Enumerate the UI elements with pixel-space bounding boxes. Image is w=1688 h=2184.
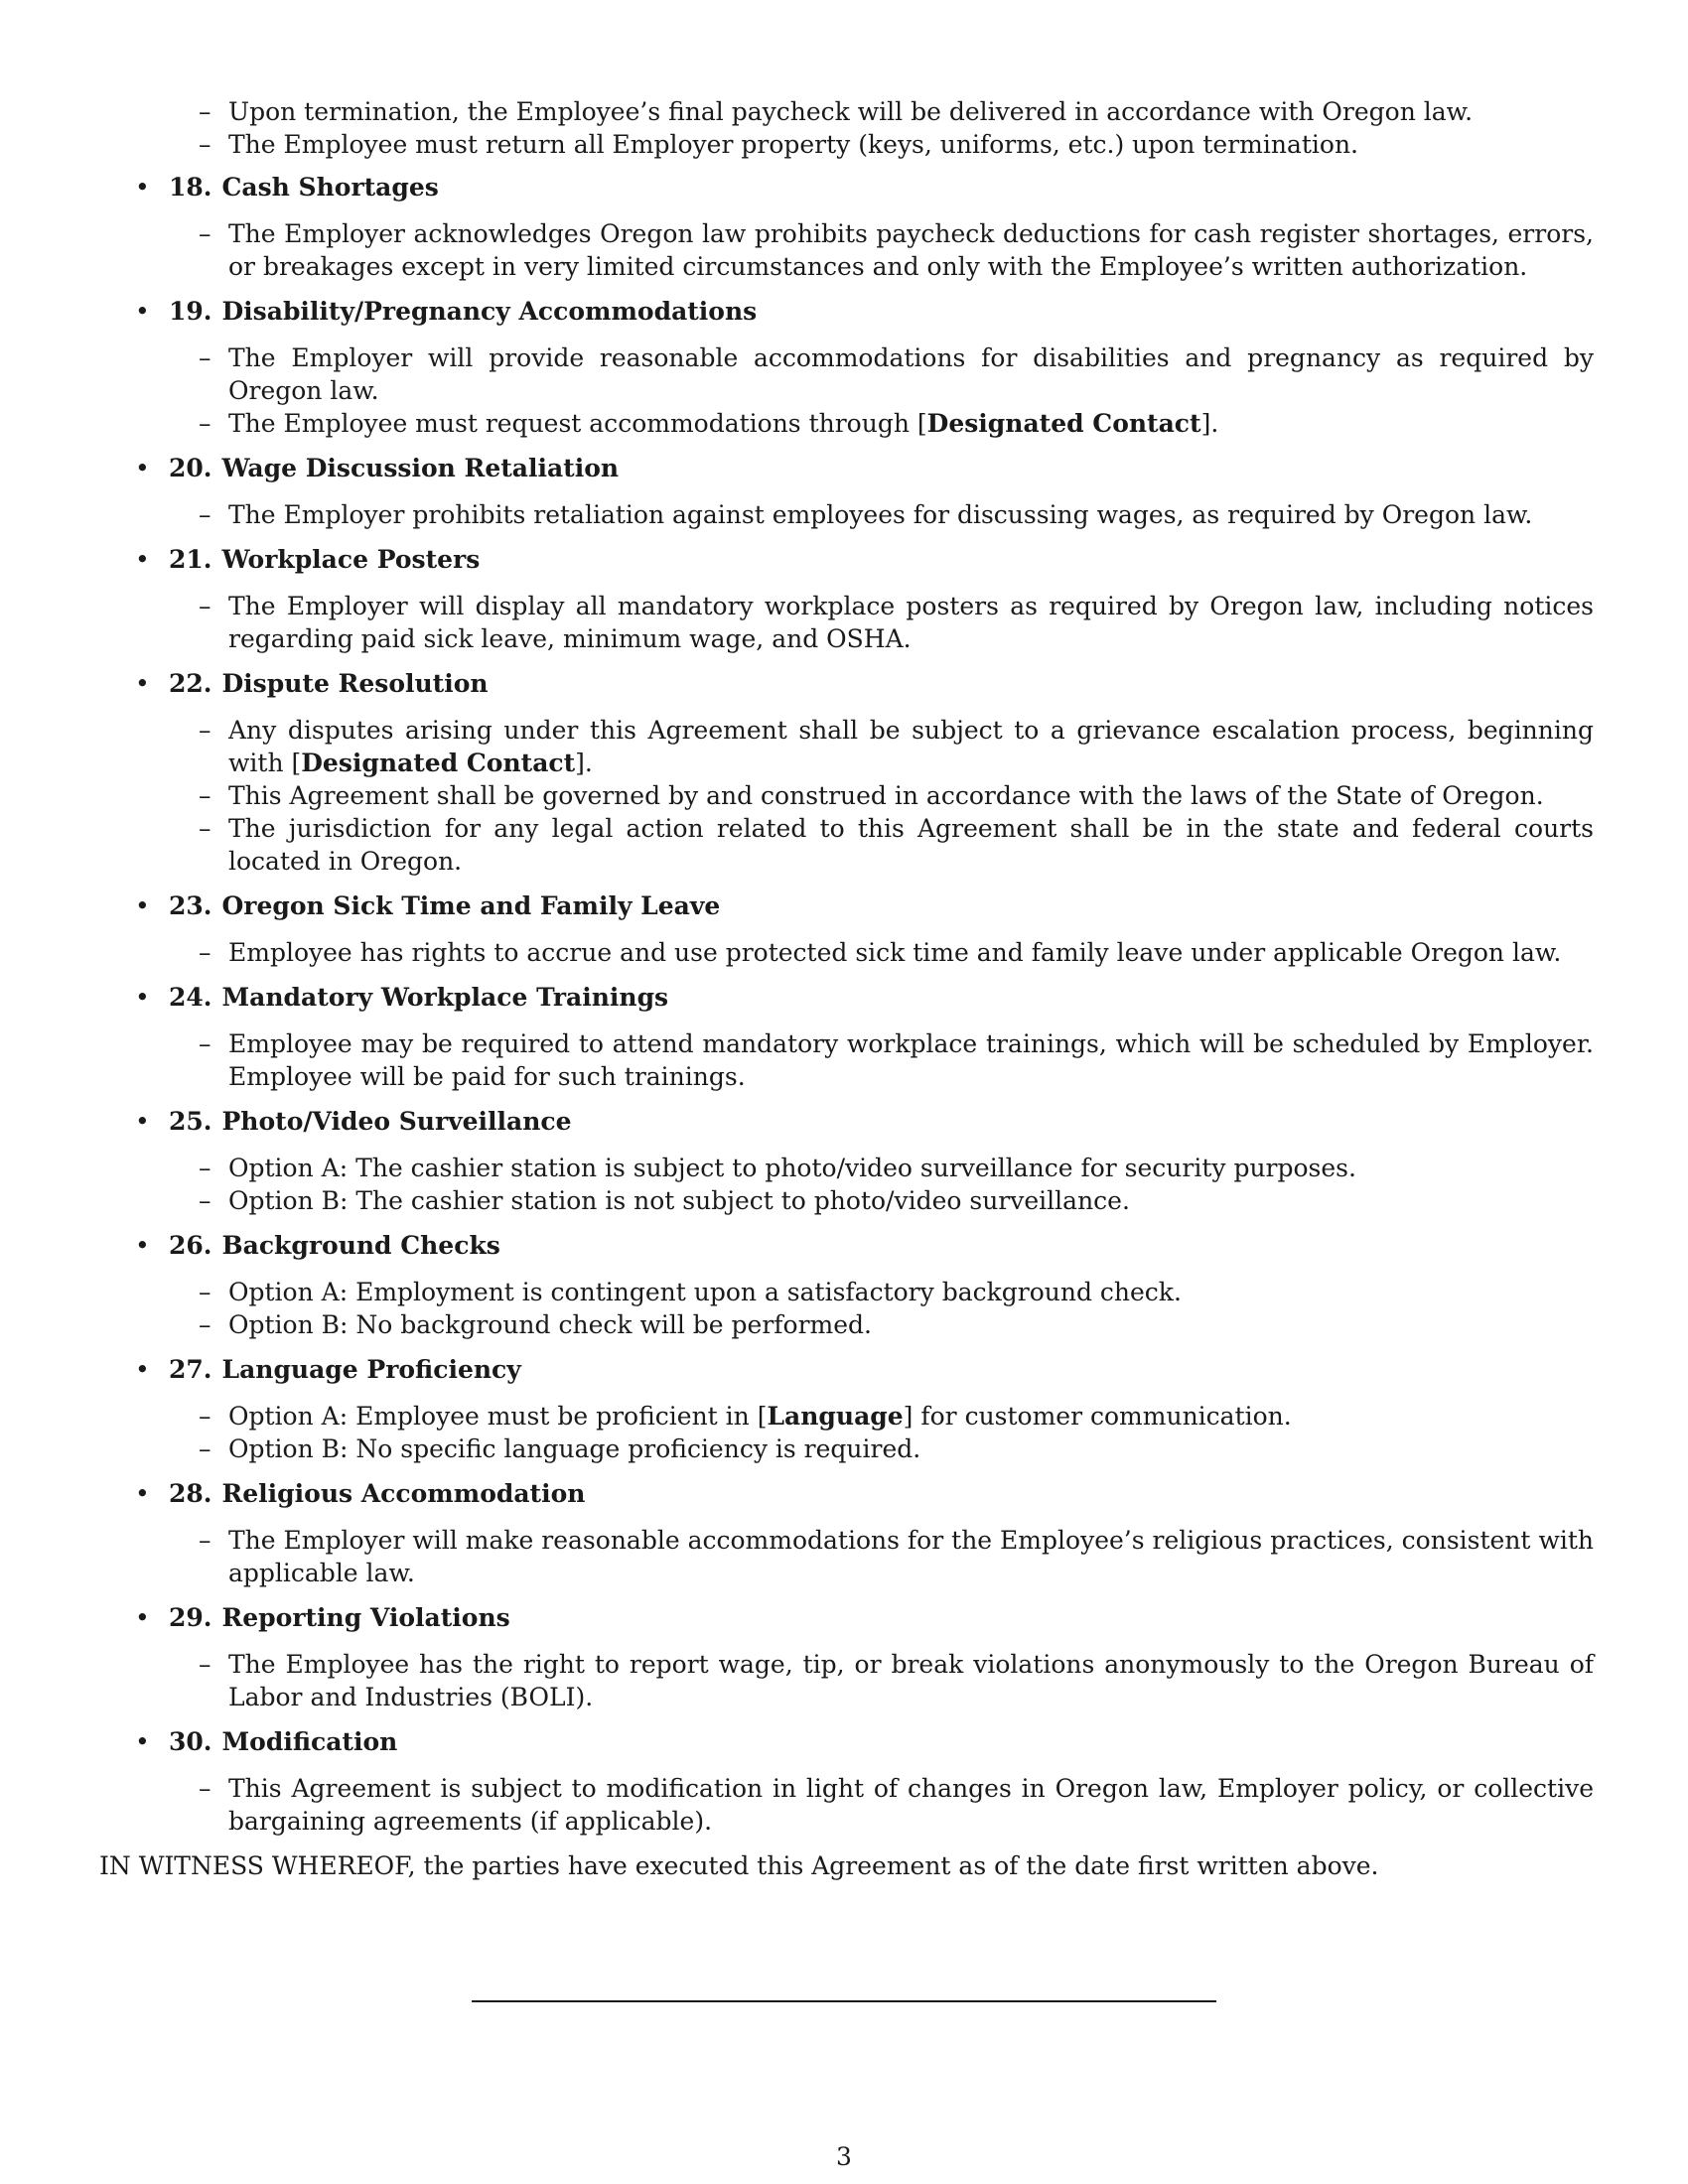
list-item <box>99 1152 1594 1184</box>
section-heading <box>99 1477 1594 1510</box>
dash-bullet: – <box>199 130 211 159</box>
page-number: 3 <box>836 2142 852 2171</box>
section-heading <box>99 667 1594 700</box>
list-item <box>99 217 1594 283</box>
list-item <box>99 1524 1594 1589</box>
list-item <box>99 128 1594 161</box>
section-title: Disability/Pregnancy Accommodations <box>221 297 758 326</box>
section-title: Reporting Violations <box>221 1603 510 1632</box>
bullet: • <box>135 297 150 326</box>
section-heading <box>99 295 1594 328</box>
dash-bullet: – <box>199 1186 211 1215</box>
dash-bullet: – <box>199 343 211 372</box>
list-item-text: Option B: No specific language proficiency is required. <box>228 1434 921 1463</box>
dash-bullet: – <box>199 1029 211 1058</box>
section-wage-discussion <box>99 452 1594 531</box>
list-item <box>99 1648 1594 1713</box>
section-heading <box>99 1725 1594 1758</box>
bullet: • <box>135 1727 150 1756</box>
section-heading <box>99 889 1594 922</box>
list-item <box>99 714 1594 779</box>
list-item-text: This Agreement shall be governed by and construed in accordance with the laws of the State of Oregon. <box>228 781 1544 810</box>
list-item-text: Option A: Employment is contingent upon a satisfactory background check. <box>228 1278 1182 1306</box>
list-item-text: The Employer will make reasonable accommodations for the Employee’s religious practices, consistent with applicable law. <box>228 1526 1594 1587</box>
section-dispute-resolution <box>99 667 1594 878</box>
section-heading <box>99 1229 1594 1262</box>
list-item <box>99 407 1594 440</box>
dash-bullet: – <box>199 500 211 529</box>
section-title: Language Proficiency <box>221 1355 521 1384</box>
section-number: 19. <box>169 297 212 326</box>
dash-bullet: – <box>199 219 211 248</box>
section-number: 18. <box>169 173 212 202</box>
bullet: • <box>135 669 150 698</box>
bullet: • <box>135 983 150 1012</box>
list-item-text: The Employer prohibits retaliation against employees for discussing wages, as required by Oregon law. <box>228 500 1533 529</box>
list-item-text: The Employer will display all mandatory workplace posters as required by Oregon law, including notices regarding paid sick leave, minimum wage, and OSHA. <box>228 592 1594 653</box>
section-background-checks <box>99 1229 1594 1341</box>
list-item <box>99 1276 1594 1308</box>
dash-bullet: – <box>199 781 211 810</box>
placeholder-language: Language <box>767 1402 904 1431</box>
section-heading <box>99 171 1594 204</box>
section-number: 22. <box>169 669 212 698</box>
bullet: • <box>135 1479 150 1508</box>
section-photo-video-surveillance <box>99 1105 1594 1217</box>
continued-subitems <box>99 95 1594 161</box>
section-title: Cash Shortages <box>221 173 439 202</box>
dash-bullet: – <box>199 1402 211 1431</box>
list-item-text-prefix: Option A: Employee must be proficient in [ <box>228 1402 768 1431</box>
list-item <box>99 1308 1594 1341</box>
dash-bullet: – <box>199 409 211 438</box>
bullet: • <box>135 454 150 482</box>
section-title: Dispute Resolution <box>221 669 489 698</box>
list-item-text: Option A: The cashier station is subject to photo/video surveillance for security purposes. <box>228 1154 1356 1182</box>
dash-bullet: – <box>199 1650 211 1679</box>
list-item-text: Option B: The cashier station is not subject to photo/video surveillance. <box>228 1186 1130 1215</box>
list-item-text-suffix: ] for customer communication. <box>903 1402 1292 1431</box>
section-title: Photo/Video Surveillance <box>221 1107 572 1136</box>
list-item-text: This Agreement is subject to modification in light of changes in Oregon law, Employer policy, or collective bargaining agreements (if applicable). <box>228 1774 1594 1836</box>
section-reporting-violations <box>99 1601 1594 1713</box>
dash-bullet: – <box>199 938 211 967</box>
section-sick-time-family-leave <box>99 889 1594 969</box>
list-item-text: Employee may be required to attend mandatory workplace trainings, which will be scheduled by Employer. Employee will be paid for such trainings. <box>228 1029 1594 1091</box>
section-language-proficiency <box>99 1353 1594 1465</box>
list-item-text: The Employer will provide reasonable accommodations for disabilities and pregnancy as required by Oregon law. <box>228 343 1594 405</box>
list-item <box>99 1400 1594 1433</box>
list-item-text-prefix: Any disputes arising under this Agreement shall be subject to a grievance escalation process, beginning with [ <box>228 716 1594 777</box>
bullet: • <box>135 173 150 202</box>
list-item-text: Upon termination, the Employee’s final paycheck will be delivered in accordance with Oregon law. <box>228 97 1474 126</box>
section-number: 30. <box>169 1727 212 1756</box>
list-item <box>99 341 1594 407</box>
list-item-text: The jurisdiction for any legal action related to this Agreement shall be in the state and federal courts located in Oregon. <box>228 814 1594 876</box>
list-item <box>99 1184 1594 1217</box>
list-item <box>99 590 1594 655</box>
section-heading <box>99 1353 1594 1386</box>
section-number: 23. <box>169 891 212 920</box>
dash-bullet: – <box>199 592 211 620</box>
dash-bullet: – <box>199 1434 211 1463</box>
dash-bullet: – <box>199 814 211 843</box>
dash-bullet: – <box>199 1278 211 1306</box>
bullet: • <box>135 891 150 920</box>
section-workplace-posters <box>99 543 1594 655</box>
section-number: 27. <box>169 1355 212 1384</box>
dash-bullet: – <box>199 1774 211 1803</box>
dash-bullet: – <box>199 716 211 745</box>
list-item-text: Employee has rights to accrue and use protected sick time and family leave under applicable Oregon law. <box>228 938 1562 967</box>
list-item <box>99 936 1594 969</box>
section-cash-shortages <box>99 171 1594 283</box>
list-item-text-suffix: ]. <box>1200 409 1219 438</box>
list-item-text: The Employee has the right to report wage, tip, or break violations anonymously to the Oregon Bureau of Labor and Industries (BOLI). <box>228 1650 1594 1711</box>
list-item-text: Option B: No background check will be performed. <box>228 1310 872 1339</box>
list-item <box>99 1772 1594 1838</box>
section-mandatory-trainings <box>99 981 1594 1093</box>
section-modification <box>99 1725 1594 1838</box>
list-item-text: The Employer acknowledges Oregon law prohibits paycheck deductions for cash register shortages, errors, or breakages except in very limited circumstances and only with the Employee’s written authorization. <box>228 219 1594 281</box>
section-number: 20. <box>169 454 212 482</box>
section-heading <box>99 1105 1594 1138</box>
signature-line <box>472 2000 1216 2002</box>
list-item <box>99 95 1594 128</box>
section-title: Religious Accommodation <box>221 1479 586 1508</box>
section-title: Modification <box>221 1727 398 1756</box>
list-item-text: The Employee must return all Employer property (keys, uniforms, etc.) upon termination. <box>228 130 1359 159</box>
dash-bullet: – <box>199 1154 211 1182</box>
section-religious-accommodation <box>99 1477 1594 1589</box>
placeholder-designated-contact: Designated Contact <box>926 409 1201 438</box>
list-item <box>99 1027 1594 1093</box>
section-title: Background Checks <box>221 1231 500 1260</box>
dash-bullet: – <box>199 1310 211 1339</box>
section-title: Oregon Sick Time and Family Leave <box>221 891 721 920</box>
section-disability-pregnancy <box>99 295 1594 440</box>
section-number: 28. <box>169 1479 212 1508</box>
list-item-text-suffix: ]. <box>575 749 593 777</box>
section-number: 29. <box>169 1603 212 1632</box>
bullet: • <box>135 545 150 574</box>
document-body <box>99 95 1594 1882</box>
dash-bullet: – <box>199 97 211 126</box>
placeholder-designated-contact: Designated Contact <box>301 749 576 777</box>
section-number: 24. <box>169 983 212 1012</box>
section-number: 26. <box>169 1231 212 1260</box>
list-item-text-prefix: The Employee must request accommodations through [ <box>228 409 927 438</box>
section-heading <box>99 543 1594 576</box>
bullet: • <box>135 1603 150 1632</box>
section-number: 21. <box>169 545 212 574</box>
section-heading <box>99 1601 1594 1634</box>
list-item <box>99 812 1594 878</box>
bullet: • <box>135 1231 150 1260</box>
list-item <box>99 1433 1594 1465</box>
dash-bullet: – <box>199 1526 211 1555</box>
section-title: Wage Discussion Retaliation <box>221 454 620 482</box>
list-item <box>99 498 1594 531</box>
section-title: Workplace Posters <box>221 545 481 574</box>
section-number: 25. <box>169 1107 212 1136</box>
list-item <box>99 779 1594 812</box>
section-heading <box>99 452 1594 484</box>
bullet: • <box>135 1355 150 1384</box>
section-title: Mandatory Workplace Trainings <box>221 983 669 1012</box>
bullet: • <box>135 1107 150 1136</box>
witness-statement: IN WITNESS WHEREOF, the parties have executed this Agreement as of the date first written above. <box>99 1851 1379 1880</box>
section-heading <box>99 981 1594 1014</box>
